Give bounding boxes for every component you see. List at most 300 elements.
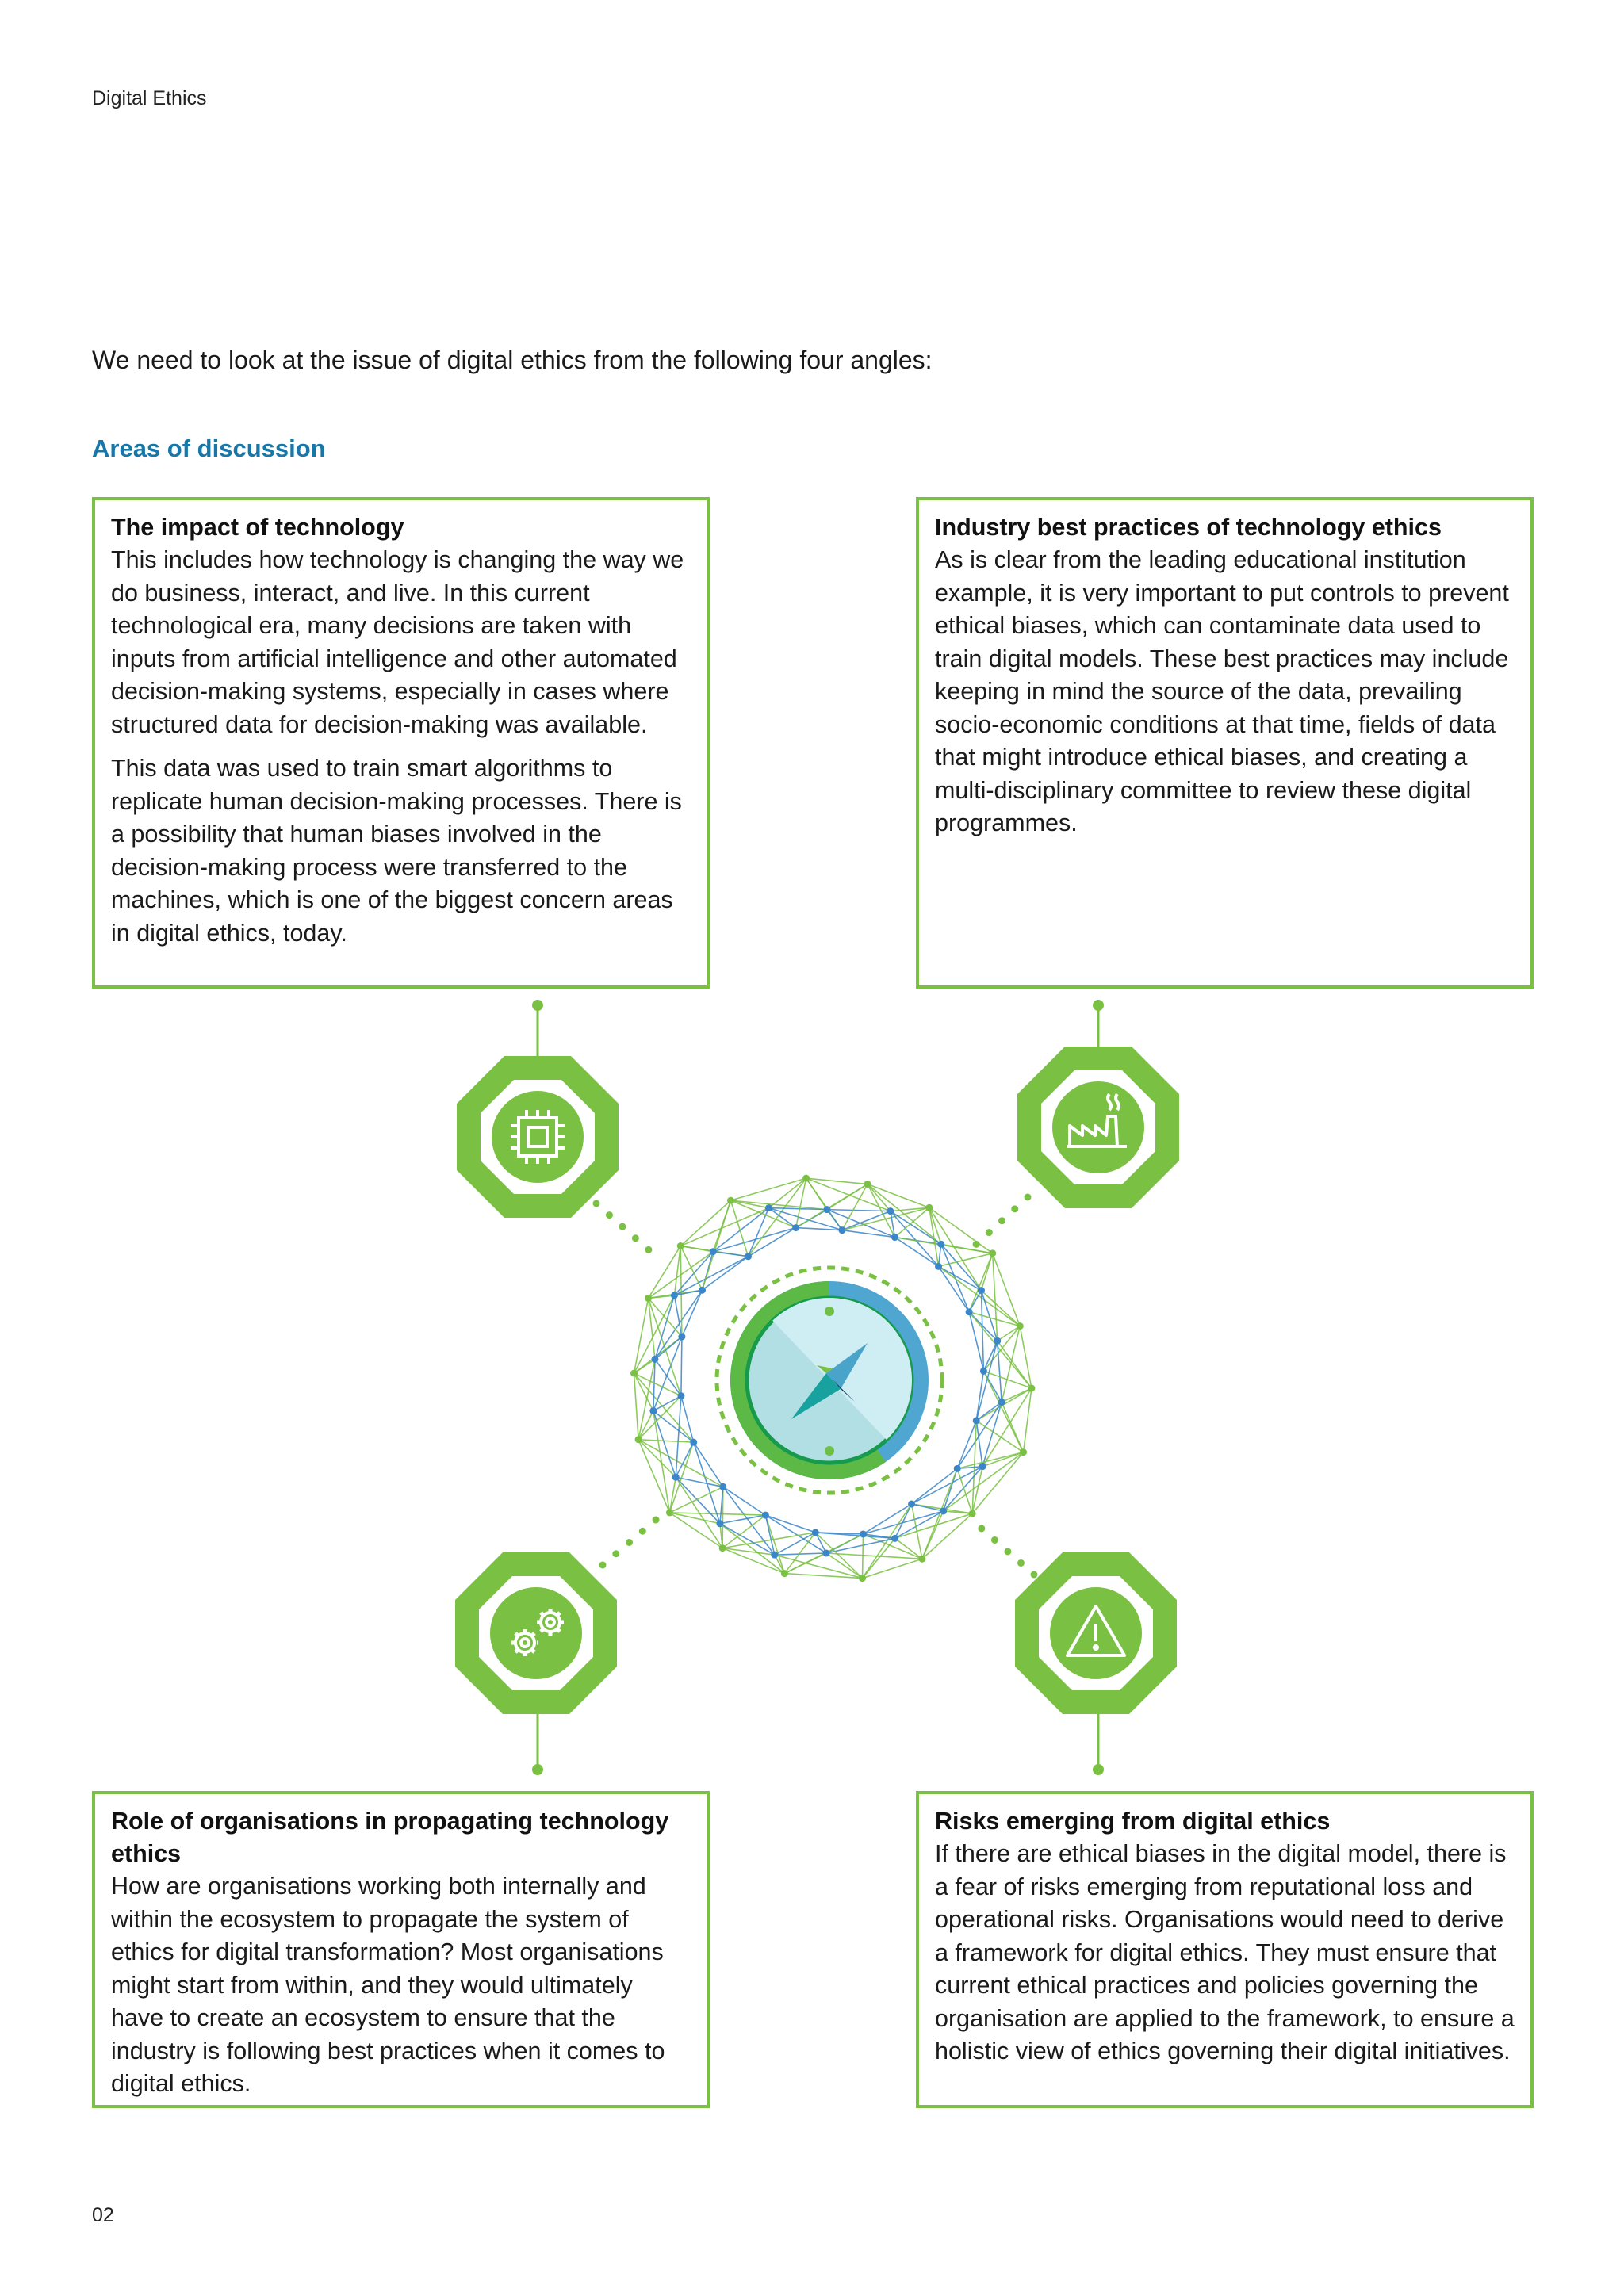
network-link [682, 1290, 703, 1337]
network-node [727, 1197, 734, 1204]
network-node [908, 1500, 915, 1507]
network-link [722, 1515, 765, 1548]
network-link [969, 1312, 1032, 1388]
network-node [771, 1552, 778, 1559]
network-link [895, 1513, 972, 1538]
network-link [894, 1238, 992, 1253]
network-link [895, 1504, 912, 1538]
network-link [891, 1211, 941, 1245]
network-node [652, 1356, 659, 1363]
network-link [806, 1178, 842, 1230]
network-link [972, 1467, 982, 1513]
network-node [745, 1253, 752, 1260]
network-link [720, 1515, 765, 1524]
network-node [677, 1242, 684, 1249]
network-node [719, 1483, 726, 1490]
network-link [922, 1511, 944, 1559]
network-link [957, 1452, 1023, 1469]
network-node [994, 1337, 1001, 1345]
network-link [649, 1246, 681, 1299]
network-node [781, 1570, 788, 1577]
network-link [638, 1440, 669, 1513]
network-link [939, 1266, 970, 1311]
network-link [680, 1208, 768, 1246]
network-node [937, 1241, 944, 1248]
network-link [826, 1538, 895, 1553]
network-link [730, 1200, 827, 1210]
network-node [887, 1207, 894, 1215]
network-link [939, 1253, 993, 1267]
running-head: Digital Ethics [92, 87, 207, 109]
network-node [802, 1175, 810, 1182]
network-link [638, 1396, 681, 1440]
box-paragraph: This includes how technology is changing the way we do business, interact, and live. In this current technological era, many decisions are taken with inputs from artificial intelligence and other automated decision-making systems, especially in cases where structured data for decision-making was available. [111, 546, 684, 738]
box-title: The impact of technology [111, 514, 404, 541]
network-link [694, 1442, 723, 1487]
network-link [765, 1515, 826, 1553]
intro-text: We need to look at the issue of digital ethics from the following four angles: [92, 346, 933, 374]
network-link [749, 1178, 806, 1257]
network-link [864, 1534, 895, 1538]
network-link [680, 1246, 713, 1252]
network-link [981, 1253, 992, 1291]
network-link [894, 1238, 940, 1245]
network-link [674, 1295, 681, 1337]
network-node [1028, 1385, 1035, 1392]
network-link [969, 1312, 998, 1341]
network-link [842, 1207, 929, 1230]
network-link [720, 1524, 722, 1548]
network-node [812, 1529, 819, 1536]
network-link [765, 1515, 815, 1533]
network-link [863, 1534, 864, 1578]
factory-icon [1067, 1094, 1127, 1146]
network-link [957, 1468, 972, 1513]
network-link [891, 1207, 929, 1211]
network-link [912, 1504, 944, 1511]
network-ring [630, 1175, 1035, 1582]
network-link [749, 1228, 796, 1257]
network-link [1020, 1326, 1032, 1388]
network-link [827, 1210, 894, 1238]
network-node [969, 1510, 976, 1517]
network-link [941, 1244, 993, 1253]
network-link [983, 1341, 997, 1371]
network-node [998, 1399, 1005, 1406]
network-node [838, 1226, 845, 1234]
network-link [638, 1411, 653, 1440]
network-link [827, 1210, 891, 1211]
network-node [1020, 1448, 1027, 1456]
network-link [982, 1452, 1023, 1467]
network-link [723, 1487, 775, 1555]
network-link [982, 1388, 1032, 1467]
network-link [655, 1359, 681, 1395]
network-link [796, 1184, 868, 1228]
network-link [842, 1184, 868, 1230]
warning-octagon [1015, 1552, 1177, 1714]
box-industry-best-practices [916, 497, 1534, 989]
network-link [806, 1178, 891, 1211]
network-link [653, 1337, 682, 1411]
network-link [944, 1468, 958, 1511]
network-link [972, 1421, 976, 1513]
network-link [638, 1440, 694, 1442]
network-link [826, 1534, 863, 1553]
network-link [863, 1559, 922, 1578]
network-link [676, 1477, 720, 1523]
network-link [669, 1513, 722, 1548]
network-link [796, 1210, 827, 1228]
network-link [868, 1184, 894, 1238]
box-paragraph: This data was used to train smart algorithms to replicate human decision-making processes. There is a possibility that human biases involved in the decision-making process were transferred to the machines, which is one of the biggest concern areas in digital ethics, today. [111, 755, 682, 947]
network-link [655, 1337, 682, 1359]
network-link [976, 1388, 1032, 1421]
network-node [677, 1392, 684, 1399]
network-node [792, 1224, 799, 1231]
network-link [894, 1238, 938, 1267]
network-node [891, 1535, 898, 1542]
network-link [983, 1371, 1023, 1452]
network-link [676, 1477, 723, 1487]
network-node [666, 1509, 673, 1516]
network-link [912, 1504, 922, 1559]
network-link [784, 1574, 862, 1578]
network-link [634, 1373, 694, 1442]
network-link [730, 1200, 795, 1227]
network-link [653, 1411, 694, 1443]
network-link [1002, 1402, 1023, 1452]
network-link [983, 1326, 1020, 1372]
network-link [929, 1207, 941, 1244]
chip-icon [511, 1110, 565, 1164]
network-link [826, 1553, 922, 1559]
network-node [710, 1248, 717, 1255]
box-paragraph: If there are ethical biases in the digital model, there is a fear of risks emerging from reputational loss and operational risks. Organisations would need to derive a framework for digital ethics. They must ensure that current ethical practices and policies governing the organisation are applied to the framework, to ensure a holistic view of ethics governing their digital initiatives. [935, 1840, 1515, 2064]
network-link [939, 1266, 1021, 1326]
network-link [634, 1373, 681, 1396]
network-link [680, 1246, 702, 1291]
network-link [681, 1396, 694, 1442]
network-link [634, 1373, 639, 1440]
network-link [720, 1524, 784, 1574]
network-link [806, 1178, 827, 1209]
network-link [638, 1440, 676, 1478]
network-link [722, 1533, 815, 1548]
network-node [824, 1206, 831, 1213]
network-link [703, 1200, 731, 1290]
network-link [976, 1421, 1023, 1452]
network-link [957, 1402, 1002, 1468]
network-link [957, 1421, 976, 1468]
network-node [864, 1181, 871, 1188]
network-link [775, 1555, 863, 1578]
network-link [775, 1533, 816, 1555]
network-link [944, 1467, 982, 1511]
network-link [922, 1513, 972, 1559]
network-link [649, 1295, 675, 1298]
compass-icon [717, 1268, 942, 1493]
network-node [989, 1249, 996, 1257]
network-link [722, 1548, 775, 1556]
box-risks-emerging [916, 1791, 1534, 2108]
network-link [669, 1477, 676, 1513]
network-link [730, 1200, 748, 1257]
network-link [969, 1312, 983, 1372]
network-node [979, 1463, 986, 1470]
network-node [671, 1292, 678, 1299]
network-link [669, 1513, 765, 1515]
network-link [842, 1230, 894, 1238]
network-link [723, 1487, 765, 1515]
network-link [669, 1442, 693, 1513]
network-link [703, 1257, 749, 1290]
network-link [768, 1208, 795, 1228]
network-link [895, 1511, 944, 1538]
network-link [676, 1442, 693, 1477]
network-link [891, 1211, 939, 1267]
network-link [655, 1295, 674, 1359]
network-node [635, 1436, 642, 1443]
network-link [957, 1467, 982, 1469]
network-link [864, 1511, 944, 1534]
network-node [678, 1334, 685, 1341]
network-link [998, 1341, 1002, 1402]
network-link [941, 1244, 982, 1290]
network-link [941, 1244, 969, 1311]
network-link [765, 1515, 774, 1555]
network-link [815, 1533, 863, 1534]
network-link [796, 1228, 842, 1230]
network-node [1017, 1322, 1024, 1330]
connector-lines [538, 1005, 1098, 1770]
network-link [681, 1337, 682, 1396]
network-link [676, 1396, 681, 1477]
network-node [940, 1507, 947, 1514]
network-node [978, 1287, 985, 1294]
network-link [765, 1515, 784, 1573]
network-link [749, 1208, 769, 1257]
network-link [864, 1504, 912, 1534]
network-link [969, 1312, 1020, 1326]
network-link [703, 1252, 714, 1290]
network-node [762, 1512, 769, 1519]
network-node [859, 1575, 866, 1582]
network-link [674, 1252, 713, 1295]
network-link [993, 1253, 998, 1341]
box-role-of-organisations [92, 1791, 710, 2108]
network-link [806, 1178, 868, 1184]
network-link [722, 1487, 723, 1548]
network-link [669, 1513, 720, 1524]
network-link [842, 1211, 891, 1230]
network-link [634, 1359, 655, 1373]
network-node [973, 1417, 980, 1424]
network-link [768, 1208, 842, 1230]
network-link [969, 1291, 981, 1312]
network-link [713, 1252, 748, 1257]
network-link [1002, 1326, 1020, 1402]
network-link [863, 1504, 912, 1578]
network-link [1024, 1388, 1032, 1452]
network-link [993, 1253, 1021, 1326]
network-link [655, 1290, 703, 1359]
warning-icon [1067, 1606, 1124, 1655]
network-link [649, 1252, 714, 1299]
network-link [972, 1452, 1023, 1513]
network-node [630, 1370, 638, 1377]
network-node [891, 1234, 898, 1241]
network-node [690, 1439, 697, 1446]
network-node [719, 1544, 726, 1552]
network-link [976, 1341, 997, 1421]
network-node [716, 1520, 723, 1527]
network-link [982, 1402, 1002, 1466]
network-link [944, 1452, 1024, 1511]
network-link [768, 1178, 806, 1207]
network-link [730, 1200, 768, 1207]
network-node [645, 1295, 652, 1302]
network-node [765, 1204, 772, 1211]
network-link [981, 1291, 983, 1372]
network-link [976, 1371, 983, 1421]
network-node [980, 1368, 987, 1375]
network-link [634, 1373, 653, 1410]
network-link [912, 1467, 983, 1504]
network-link [929, 1207, 939, 1266]
network-link [775, 1555, 785, 1573]
network-link [929, 1207, 993, 1253]
network-link [864, 1534, 922, 1559]
network-link [680, 1200, 730, 1246]
network-link [1002, 1388, 1032, 1402]
network-link [894, 1207, 929, 1237]
network-link [827, 1184, 868, 1210]
network-link [638, 1359, 655, 1439]
network-link [674, 1246, 680, 1295]
network-link [653, 1411, 676, 1478]
gears-icon [511, 1609, 564, 1656]
network-link [983, 1371, 1002, 1402]
network-link [669, 1487, 722, 1513]
chip-octagon [457, 1056, 619, 1218]
network-link [649, 1298, 681, 1395]
network-link [868, 1184, 941, 1245]
network-link [796, 1178, 806, 1227]
network-link [981, 1291, 1020, 1326]
network-link [815, 1533, 862, 1578]
network-link [768, 1208, 827, 1210]
box-title: Industry best practices of technology ethics [935, 514, 1442, 541]
network-link [976, 1402, 1002, 1420]
network-link [912, 1504, 973, 1513]
network-link [922, 1468, 957, 1559]
network-node [823, 1549, 830, 1556]
network-link [929, 1207, 982, 1290]
network-link [827, 1210, 842, 1230]
box-impact-of-technology [92, 497, 710, 989]
network-link [868, 1184, 891, 1211]
network-link [944, 1511, 972, 1513]
section-title: Areas of discussion [92, 434, 326, 462]
network-node [925, 1204, 933, 1211]
network-link [891, 1211, 895, 1238]
network-link [939, 1266, 982, 1290]
network-link [694, 1442, 720, 1524]
dotted-connectors [596, 1197, 1034, 1575]
network-node [918, 1556, 925, 1563]
network-link [674, 1257, 748, 1295]
network-link [775, 1553, 826, 1555]
network-link [720, 1487, 723, 1523]
network-link [969, 1253, 993, 1312]
network-node [966, 1308, 973, 1315]
network-link [976, 1421, 982, 1467]
network-link [653, 1359, 655, 1410]
network-link [676, 1477, 722, 1548]
network-link [722, 1548, 784, 1574]
network-link [939, 1244, 941, 1266]
box-title: Risks emerging from digital ethics [935, 1808, 1331, 1835]
network-node [649, 1407, 657, 1414]
network-link [784, 1533, 815, 1574]
connector-end-dots [532, 1000, 1104, 1775]
network-link [713, 1200, 730, 1252]
page-number: 02 [92, 2204, 114, 2226]
network-link [912, 1468, 958, 1504]
box-title: Role of organisations in propagating technology ethics [111, 1808, 669, 1867]
network-node [699, 1287, 706, 1294]
network-link [713, 1228, 795, 1252]
network-link [638, 1440, 723, 1487]
network-link [649, 1298, 655, 1359]
network-link [634, 1298, 649, 1373]
network-node [860, 1530, 867, 1537]
network-link [653, 1396, 681, 1411]
network-link [784, 1534, 863, 1574]
network-link [826, 1553, 863, 1578]
network-link [649, 1298, 682, 1337]
network-link [998, 1326, 1021, 1341]
network-link [720, 1524, 775, 1555]
network-link [863, 1538, 895, 1578]
network-link [981, 1291, 997, 1341]
network-link [634, 1337, 682, 1373]
network-link [730, 1178, 806, 1200]
network-node [935, 1263, 942, 1270]
network-link [998, 1341, 1032, 1388]
network-link [784, 1553, 826, 1574]
network-link [680, 1246, 748, 1257]
box-paragraph: How are organisations working both internally and within the ecosystem to propagate the system of ethics for digital transformation? Most organisations might start from within, and they would ultimately have to create an ecosystem to ensure that the industry is following best practices when it comes to digital ethics. [111, 1873, 665, 2097]
network-node [954, 1465, 961, 1472]
network-link [649, 1290, 703, 1298]
gears-octagon [455, 1552, 617, 1714]
network-link [983, 1371, 1031, 1388]
network-link [815, 1533, 826, 1553]
box-paragraph: As is clear from the leading educational institution example, it is very important to put controls to prevent ethical biases, which can contaminate data used to train digital models. These best practices may include keeping in mind the source of the data, prevailing socio-economic conditions at that time, fields of data that might introduce ethical biases, and creating a multi-disciplinary committee to review these digital programmes. [935, 546, 1509, 836]
network-node [672, 1474, 680, 1481]
network-link [674, 1290, 702, 1295]
network-link [868, 1184, 929, 1208]
network-link [815, 1533, 894, 1538]
factory-octagon [1017, 1047, 1179, 1208]
network-link [895, 1538, 922, 1559]
network-link [634, 1295, 675, 1373]
network-link [653, 1411, 670, 1513]
network-link [680, 1246, 682, 1337]
network-link [713, 1208, 768, 1252]
